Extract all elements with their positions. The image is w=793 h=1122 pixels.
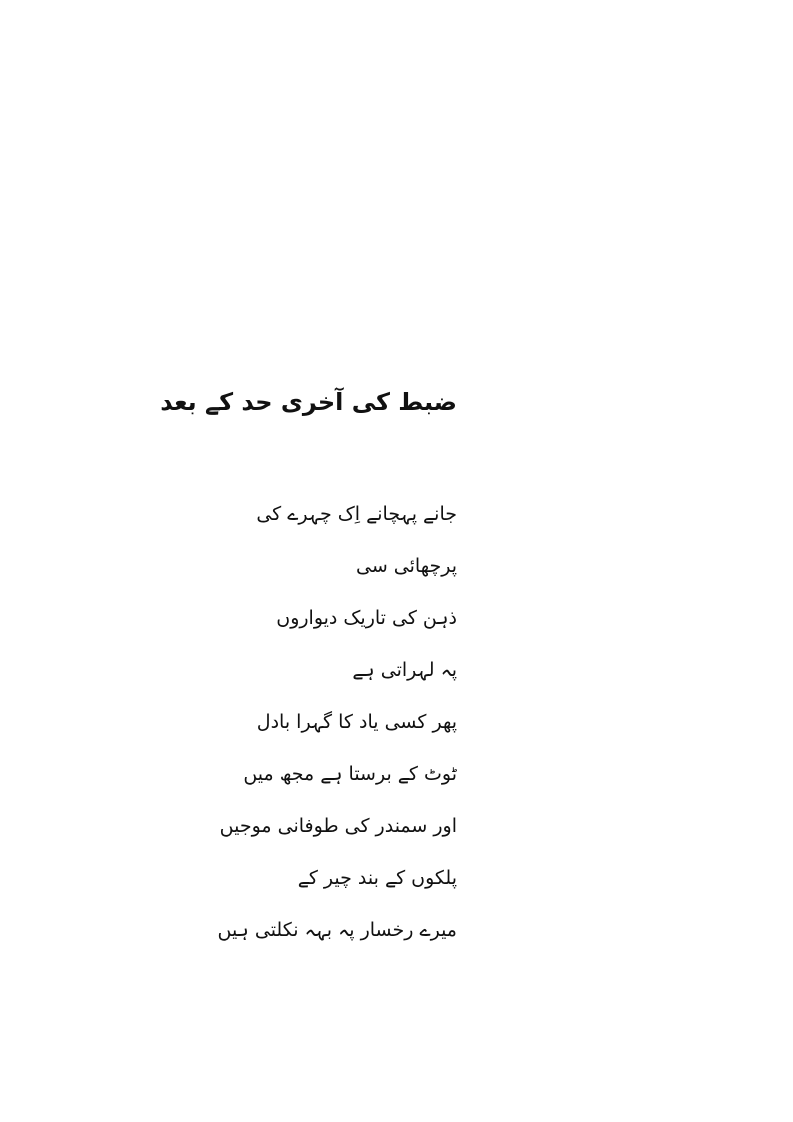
poem-title: ضبط کی آخری حد کے بعد bbox=[160, 388, 457, 416]
poem-line: پرچھائی سی bbox=[356, 555, 457, 577]
poem-line: ٹوٹ کے برستا ہے مجھ میں bbox=[243, 763, 457, 785]
poem-lines bbox=[157, 488, 457, 956]
poem-line: پھر کسی یاد کا گہرا بادل bbox=[256, 711, 457, 733]
poem-line: پہ لہراتی ہے bbox=[352, 659, 457, 681]
poem-line: پلکوں کے بند چیر کے bbox=[297, 867, 457, 889]
poem-line: ذہن کی تاریک دیواروں bbox=[276, 607, 457, 629]
poem-line: اور سمندر کی طوفانی موجیں bbox=[219, 815, 457, 837]
poem bbox=[157, 378, 457, 956]
poem-line: جانے پہچانے اِک چہرے کی bbox=[256, 503, 457, 525]
poem-line: میرے رخسار پہ بہہ نکلتی ہیں bbox=[217, 919, 457, 941]
